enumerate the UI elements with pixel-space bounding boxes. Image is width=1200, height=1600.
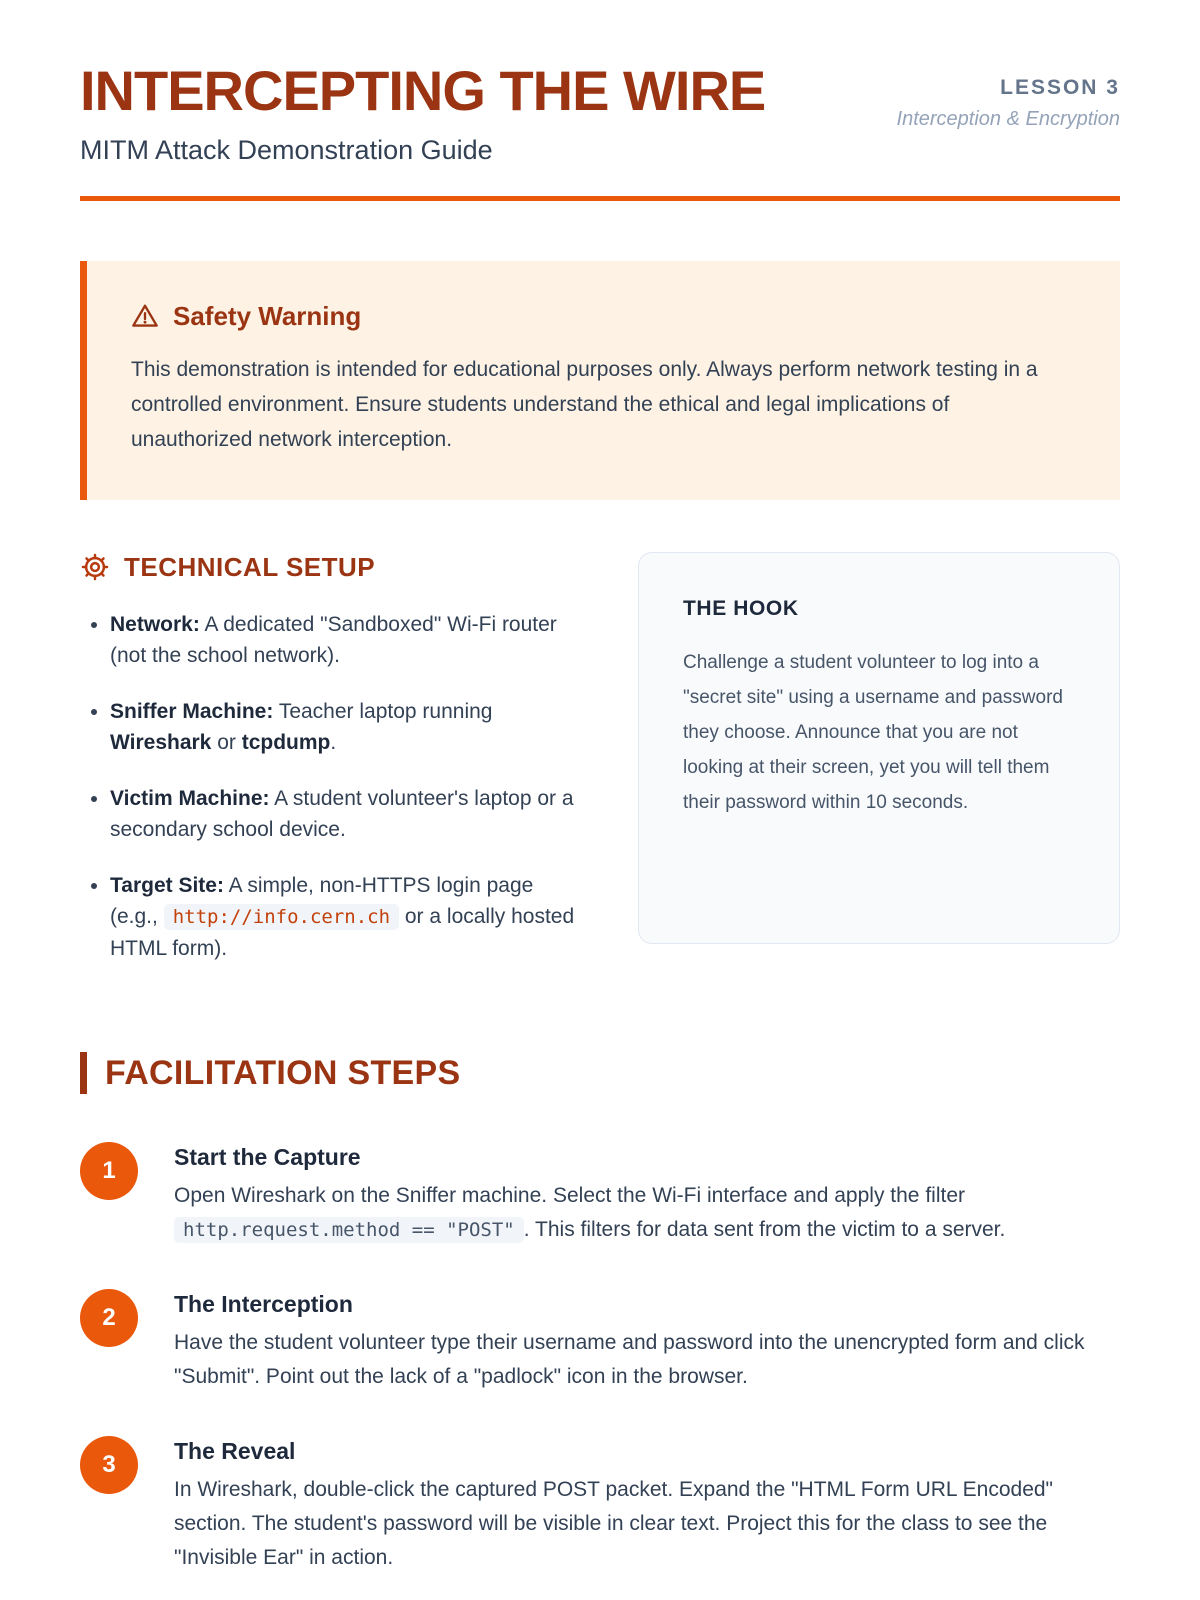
step-title: Start the Capture <box>174 1144 361 1171</box>
lesson-topic: Interception & Encryption <box>896 108 1120 130</box>
wireshark-filter-code: http.request.method == "POST" <box>174 1217 524 1243</box>
step-the-reveal <box>80 1436 1120 1575</box>
setup-item-label: Sniffer Machine: <box>110 699 274 723</box>
step-description: Have the student volunteer type their username and password into the unencrypted form and click "Submit". Point out the lack of a "padlock" icon in the browser. <box>174 1331 1085 1389</box>
setup-item-network: • Network: A dedicated "Sandboxed" Wi-Fi router (not the school network). <box>110 609 580 672</box>
target-url-code: http://info.cern.ch <box>164 904 399 930</box>
safety-warning-box <box>80 261 1120 500</box>
setup-item-victim: • Victim Machine: A student volunteer's laptop or a secondary school device. <box>110 783 580 846</box>
step-start-the-capture <box>80 1142 1120 1247</box>
lesson-label: LESSON 3 <box>1000 76 1120 99</box>
header-divider <box>80 196 1120 201</box>
facilitation-steps-section <box>80 1052 1120 1575</box>
setup-item-target: • Target Site: A simple, non-HTTPS login page (e.g., http://info.cern.ch or a locally hosted HTML form). <box>110 870 580 965</box>
header <box>80 59 1120 166</box>
step-title: The Interception <box>174 1291 353 1318</box>
warning-triangle-icon <box>131 302 159 330</box>
hook-card <box>638 552 1120 944</box>
technical-setup <box>80 552 580 989</box>
step-content <box>174 1289 1114 1394</box>
steps-list <box>80 1142 1120 1575</box>
facilitation-steps-title: FACILITATION STEPS <box>105 1053 461 1092</box>
setup-and-hook-section <box>80 552 1120 989</box>
page-subtitle: MITM Attack Demonstration Guide <box>80 134 493 165</box>
setup-item-sniffer: • Sniffer Machine: Teacher laptop running Wireshark or tcpdump. <box>110 696 580 759</box>
warning-title: Safety Warning <box>173 300 362 331</box>
step-description: In Wireshark, double-click the captured POST packet. Expand the "HTML Form URL Encoded" section. The student's password will be visible in clear text. Project this for the class to see the "Invisible Ear" in action. <box>174 1478 1054 1570</box>
facilitation-steps-heading <box>80 1052 1120 1094</box>
technical-setup-heading <box>80 552 580 583</box>
hook-title: THE HOOK <box>683 596 799 620</box>
gear-icon <box>80 552 110 582</box>
setup-item-label: Network: <box>110 612 200 636</box>
step-content <box>174 1142 1114 1247</box>
lesson-info <box>897 62 1120 131</box>
step-the-interception <box>80 1289 1120 1394</box>
step-number-badge: 2 <box>80 1289 138 1347</box>
step-number-badge: 1 <box>80 1142 138 1200</box>
warning-body: This demonstration is intended for educational purposes only. Always perform network testing in a controlled environment. Ensure students understand the ethical and legal implications of unauthorized network interception. <box>131 357 1038 452</box>
step-description: Open Wireshark on the Sniffer machine. Select the Wi-Fi interface and apply the filter http.request.method == "POST" . This filters for data sent from the victim to a server. <box>174 1184 1006 1242</box>
header-title-block <box>80 59 766 166</box>
step-content <box>174 1436 1114 1575</box>
technical-setup-title: TECHNICAL SETUP <box>124 551 376 582</box>
step-title: The Reveal <box>174 1438 296 1465</box>
page-title: INTERCEPTING THE WIRE <box>80 59 766 122</box>
setup-item-label: Target Site: <box>110 873 224 897</box>
step-number-badge: 3 <box>80 1436 138 1494</box>
heading-accent-bar <box>80 1052 87 1094</box>
warning-heading <box>131 301 1076 332</box>
setup-list <box>80 609 580 965</box>
setup-item-label: Victim Machine: <box>110 786 270 810</box>
hook-body: Challenge a student volunteer to log into a "secret site" using a username and password they choose. Announce that you are not looking at their screen, yet you will tell them their password within 10 seconds. <box>683 651 1063 814</box>
